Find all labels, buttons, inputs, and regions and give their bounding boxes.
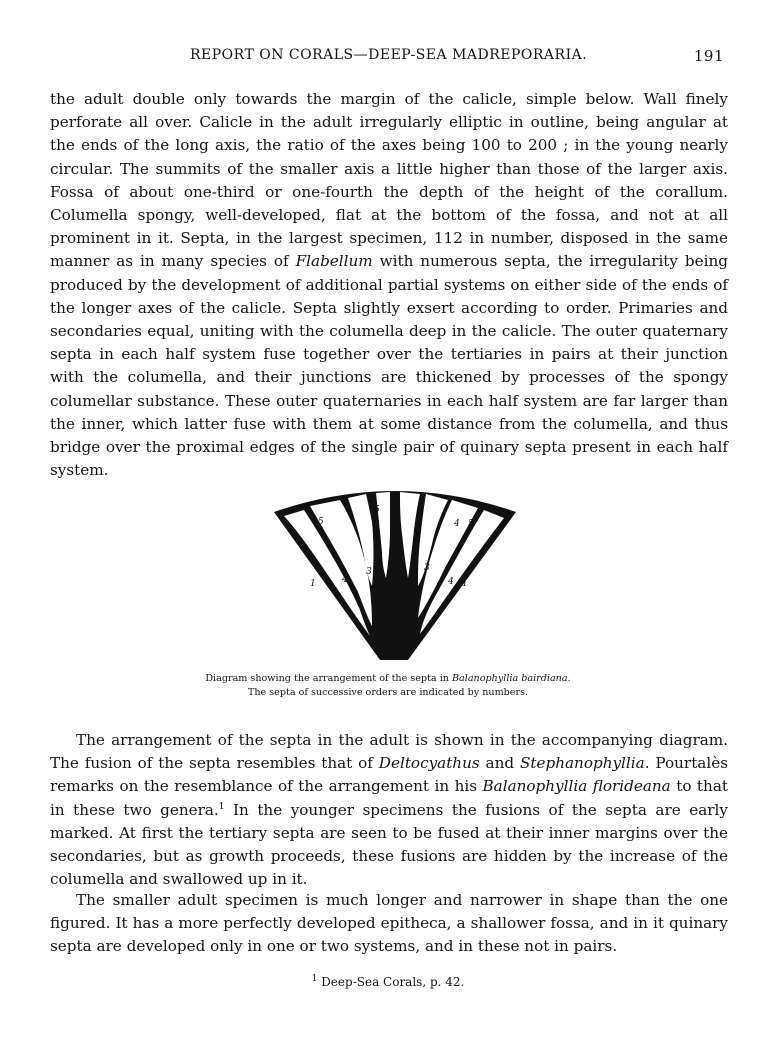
septum-label: 5 — [468, 519, 474, 529]
text-run: the adult double only towards the margin of the calicle, simple below. Wall finely perforate all over. Calicle in the adult irregularly elliptic in outline, being angular at the ends of the long axis, the ratio of the axes being 100 to 200 ; in the young nearly circular. The summits of the smaller axis a little higher than those of the larger axis. Fossa of about one-third or one-fourth the depth of the height of the corallum. Columella spongy, well-developed, flat at the bottom of the fossa, and not at all prominent in it. Septa, in the largest specimen, 112 in number, disposed in the same manner as in many species of — [50, 90, 728, 271]
septum-label: 1 — [462, 579, 468, 589]
taxon-name: Flabellum — [295, 252, 373, 271]
paragraph-description — [50, 88, 728, 482]
septa-diagram — [268, 482, 522, 660]
taxon-name: Balanophyllia floridеana — [482, 777, 671, 796]
footnote-text: Deep-Sea Corals, p. 42. — [317, 975, 465, 989]
figure-caption-line1 — [150, 672, 626, 686]
page-number: 191 — [693, 47, 724, 65]
text-run: to that in these two genera. — [50, 777, 728, 819]
paragraph-smaller-specimen: The smaller adult specimen is much longer and narrower in shape than the one figured. It has a more perfectly developed epitheca, a shallower fossa, and in it quinary septa are developed only in one or two systems, and in these not in pairs. — [50, 891, 728, 956]
text-run: and — [479, 754, 520, 773]
taxon-name: Stephanophyllia. — [520, 754, 650, 773]
figure-caption-line2: The septa of successive orders are indicated by numbers. — [247, 687, 529, 698]
septum-label: 3 — [366, 567, 372, 577]
footnote — [0, 975, 776, 989]
running-header — [0, 47, 776, 69]
septum-label: 4 — [454, 519, 460, 529]
footnote-ref[interactable]: 1 — [218, 801, 225, 812]
septum-label: 4 — [410, 567, 416, 577]
text-run: Pourtalès remarks on the resemblance of the arrangement in his — [50, 754, 728, 796]
caption-taxon: Balanophyllia bairdiana. — [452, 673, 571, 684]
septum-label: 4 — [342, 575, 348, 585]
paragraph-arrangement — [50, 729, 728, 891]
text-run: In the younger specimens the fusions of the septa are early marked. At first the tertiary septa are seen to be fused at their inner margins over the secondaries, but as growth proceeds, these fusions are hidden by the increase of the columella and swallowed up in it. — [50, 800, 728, 889]
text-run: with numerous septa, the irregularity being produced by the development of additional partial systems on either side of the ends of the longer axes of the calicle. Septa slightly exsert according to order. Primaries and secondaries equal, uniting with the columella deep in the calicle. The outer quaternary septa in each half system fuse together over the tertiaries in pairs at their junction with the columella, and their junctions are thickened by processes of the spongy columellar substance. These outer quaternaries in each half system are far larger than the inner, which latter fuse with them at some distance from the columella, and thus bridge over the proximal edges of the single pair of quinary septa present in each half system. — [50, 252, 729, 480]
text-run: The arrangement of the septa in the adult is shown in the accompanying diagram. The fusion of the septa resembles that of — [50, 731, 728, 773]
septum-label: 4 — [448, 577, 454, 587]
septum-label: 1 — [310, 579, 316, 589]
running-title: REPORT ON CORALS—DEEP-SEA MADREPORARIA. — [190, 47, 588, 63]
septum-label: 5 — [374, 505, 380, 515]
septum-label: 5 — [418, 507, 424, 517]
septum-label: 3 — [424, 563, 430, 573]
footnote-marker: 1 — [311, 974, 318, 984]
septum-label: 5 — [318, 517, 324, 527]
caption-text: Diagram showing the arrangement of the septa in — [205, 673, 452, 684]
septum-label: 2 — [398, 573, 404, 583]
taxon-name: Deltocyathus — [378, 754, 480, 773]
